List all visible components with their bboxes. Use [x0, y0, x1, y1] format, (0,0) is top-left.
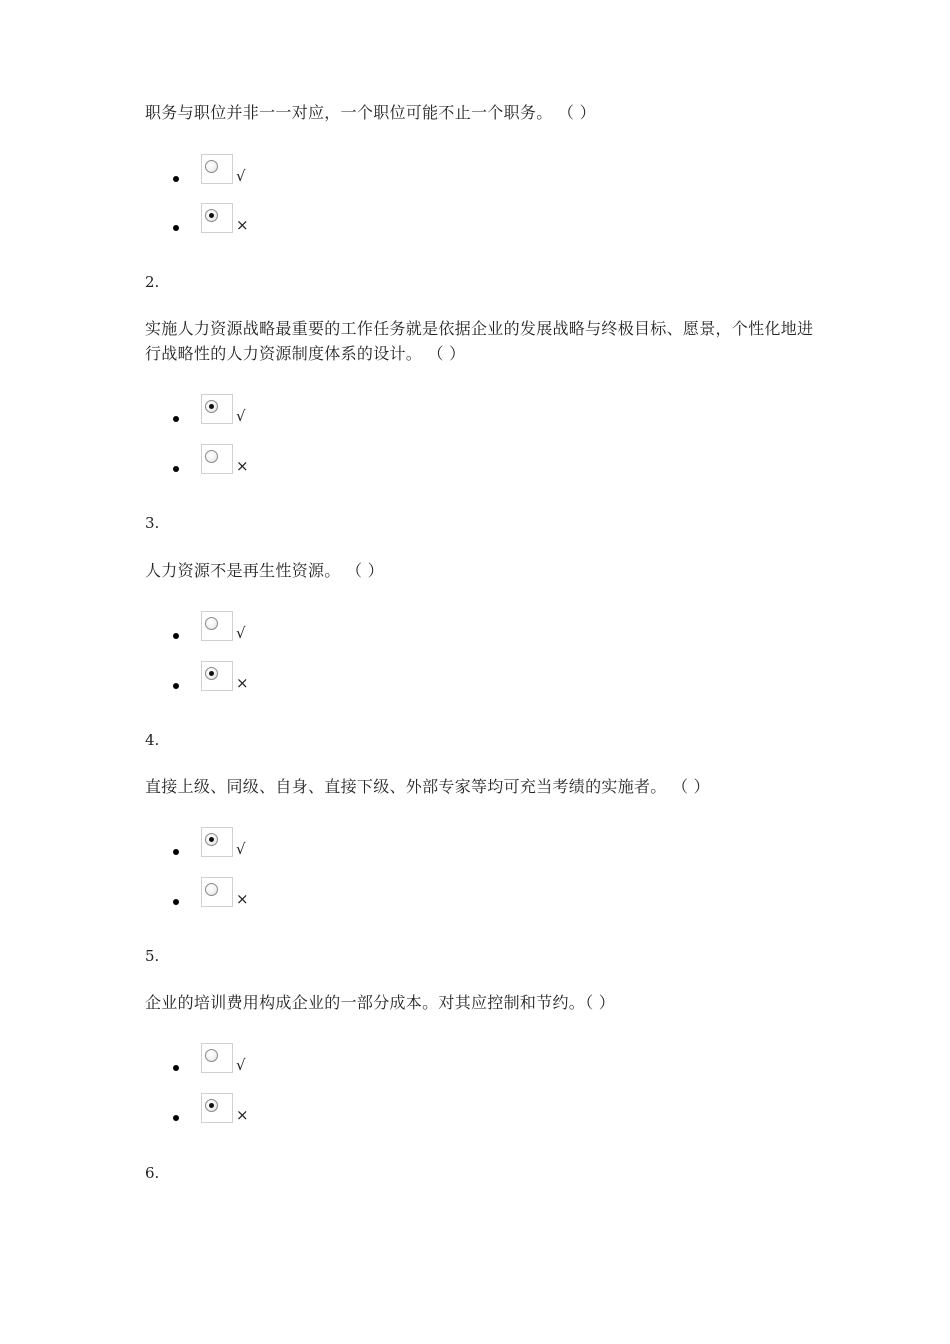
- option-false[interactable]: [0, 877, 300, 911]
- radio-frame[interactable]: [201, 394, 233, 424]
- option-true[interactable]: [0, 827, 300, 861]
- option-true[interactable]: [0, 611, 300, 645]
- option-true[interactable]: [0, 394, 300, 428]
- radio-frame[interactable]: [201, 203, 233, 233]
- option-false[interactable]: [0, 444, 300, 478]
- radio-dot-icon: [209, 671, 214, 676]
- option-label: ×: [236, 457, 249, 475]
- option-label: √: [236, 167, 246, 185]
- question-number: 2.: [145, 273, 160, 291]
- radio-dot-icon: [209, 837, 214, 842]
- option-false[interactable]: [0, 661, 300, 695]
- bullet-icon: [173, 1065, 179, 1071]
- option-label: √: [236, 407, 246, 425]
- question-text: 人力资源不是再生性资源。 （ ）: [145, 561, 384, 580]
- option-label: ×: [236, 216, 249, 234]
- radio-frame[interactable]: [201, 661, 233, 691]
- bullet-icon: [173, 176, 179, 182]
- option-true[interactable]: [0, 154, 300, 188]
- option-false[interactable]: [0, 203, 300, 237]
- option-true[interactable]: [0, 1043, 300, 1077]
- bullet-icon: [173, 633, 179, 639]
- question-number-6: 6.: [145, 1164, 160, 1182]
- bullet-icon: [173, 466, 179, 472]
- radio-frame[interactable]: [201, 1043, 233, 1073]
- bullet-icon: [173, 683, 179, 689]
- option-false[interactable]: [0, 1093, 300, 1127]
- question-text: 职务与职位并非一一对应，一个职位可能不止一个职务。 （ ）: [145, 103, 596, 122]
- radio-button-icon[interactable]: [205, 667, 218, 680]
- radio-button-icon[interactable]: [205, 1099, 218, 1112]
- option-label: √: [236, 840, 246, 858]
- bullet-icon: [173, 1115, 179, 1121]
- radio-button-icon[interactable]: [205, 617, 218, 630]
- radio-dot-icon: [209, 404, 214, 409]
- option-label: √: [236, 624, 246, 642]
- option-label: ×: [236, 1106, 249, 1124]
- radio-frame[interactable]: [201, 444, 233, 474]
- radio-frame[interactable]: [201, 877, 233, 907]
- radio-frame[interactable]: [201, 827, 233, 857]
- question-text: 直接上级、同级、自身、直接下级、外部专家等均可充当考绩的实施者。 （ ）: [145, 777, 710, 796]
- question-number: 4.: [145, 731, 160, 749]
- question-text: 企业的培训费用构成企业的一部分成本。对其应控制和节约。（ ）: [145, 993, 616, 1012]
- radio-button-icon[interactable]: [205, 833, 218, 846]
- radio-button-icon[interactable]: [205, 400, 218, 413]
- option-label: ×: [236, 674, 249, 692]
- bullet-icon: [173, 416, 179, 422]
- radio-dot-icon: [209, 1103, 214, 1108]
- option-label: √: [236, 1056, 246, 1074]
- bullet-icon: [173, 225, 179, 231]
- radio-button-icon[interactable]: [205, 209, 218, 222]
- radio-button-icon[interactable]: [205, 450, 218, 463]
- radio-button-icon[interactable]: [205, 883, 218, 896]
- option-label: ×: [236, 890, 249, 908]
- radio-button-icon[interactable]: [205, 1049, 218, 1062]
- radio-frame[interactable]: [201, 611, 233, 641]
- question-text: 实施人力资源战略最重要的工作任务就是依据企业的发展战略与终极目标、愿景，个性化地进行战略性的人力资源制度体系的设计。 （ ）: [145, 319, 814, 363]
- radio-button-icon[interactable]: [205, 160, 218, 173]
- bullet-icon: [173, 899, 179, 905]
- radio-frame[interactable]: [201, 154, 233, 184]
- bullet-icon: [173, 849, 179, 855]
- radio-frame[interactable]: [201, 1093, 233, 1123]
- question-number: 5.: [145, 947, 160, 965]
- question-number: 3.: [145, 514, 160, 532]
- radio-dot-icon: [209, 213, 214, 218]
